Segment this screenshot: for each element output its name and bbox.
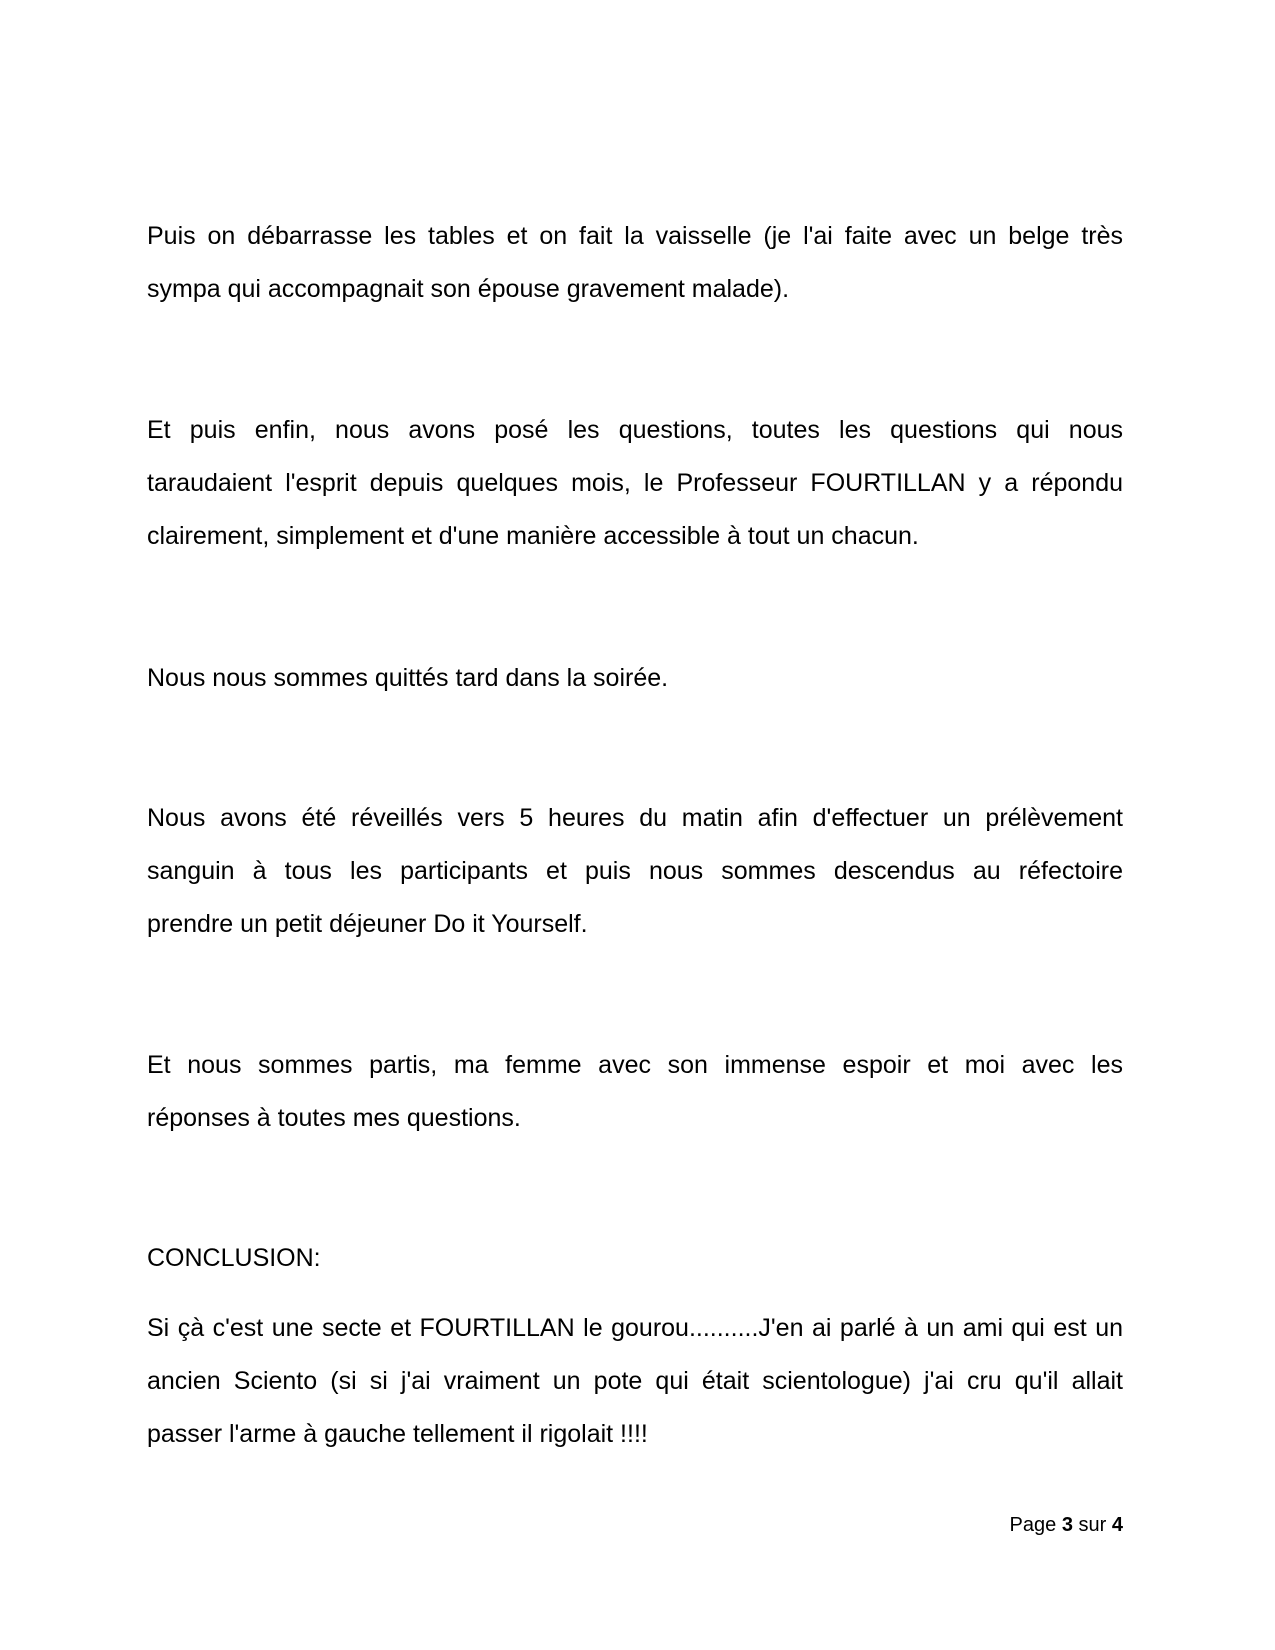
text-line: Nous avons été réveillés vers 5 heures du matin afin d'effectuer un prélèvement — [147, 804, 1123, 832]
page-separator: sur — [1078, 1514, 1107, 1536]
conclusion-heading — [147, 1232, 1123, 1285]
text-line: clairement, simplement et d'une manière accessible à tout un chacun. — [147, 522, 919, 550]
text-line: passer l'arme à gauche tellement il rigolait !!!! — [147, 1420, 648, 1448]
paragraph-questions — [147, 404, 1123, 563]
paragraph-morning — [147, 792, 1123, 951]
paragraph-departure — [147, 1039, 1123, 1145]
paragraph-conclusion — [147, 1302, 1123, 1461]
paragraph-dishes — [147, 210, 1123, 316]
page-label: Page — [1009, 1514, 1057, 1536]
text-line: Puis on débarrasse les tables et on fait la vaisselle (je l'ai faite avec un belge très — [147, 222, 1123, 250]
paragraph-evening — [147, 652, 1123, 705]
text-line: Et nous sommes partis, ma femme avec son immense espoir et moi avec les — [147, 1051, 1123, 1079]
page-number-footer — [1010, 1513, 1123, 1537]
text-line: taraudaient l'esprit depuis quelques mois, le Professeur FOURTILLAN y a répondu — [147, 469, 1123, 497]
total-pages-number: 4 — [1111, 1514, 1123, 1536]
text-line: CONCLUSION: — [147, 1244, 321, 1272]
text-line: Nous nous sommes quittés tard dans la soirée. — [147, 664, 669, 692]
text-line: Si çà c'est une secte et FOURTILLAN le gourou..........J'en ai parlé à un ami qui est un — [147, 1314, 1123, 1342]
text-line: prendre un petit déjeuner Do it Yourself. — [147, 910, 588, 938]
current-page-number: 3 — [1061, 1514, 1073, 1536]
text-line: ancien Sciento (si si j'ai vraiment un pote qui était scientologue) j'ai cru qu'il allait — [147, 1367, 1123, 1395]
text-line: réponses à toutes mes questions. — [147, 1104, 521, 1132]
text-line: sympa qui accompagnait son épouse gravement malade). — [147, 275, 790, 303]
text-line: Et puis enfin, nous avons posé les questions, toutes les questions qui nous — [147, 416, 1123, 444]
text-line: sanguin à tous les participants et puis nous sommes descendus au réfectoire — [147, 857, 1123, 885]
